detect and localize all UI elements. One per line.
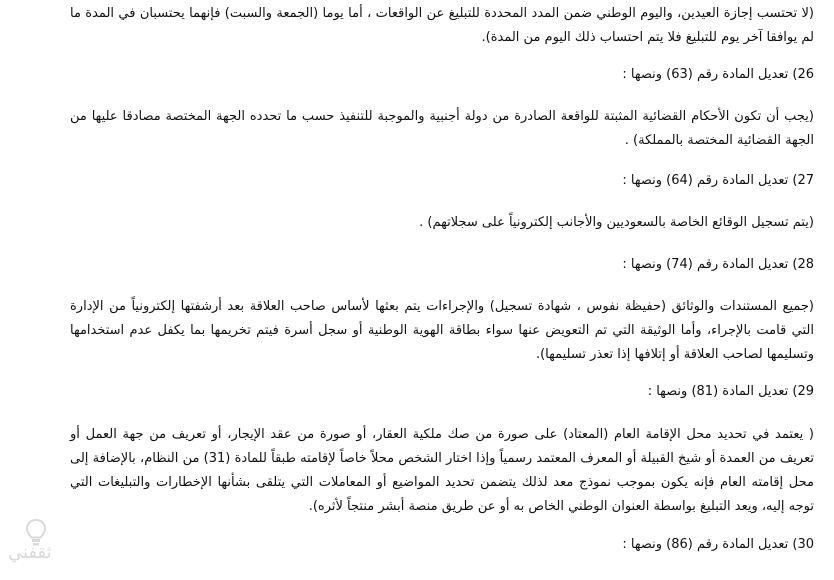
article-27-heading: 27) تعديل المادة رقم (64) ونصها : bbox=[622, 173, 814, 188]
article-28-heading: 28) تعديل المادة رقم (74) ونصها : bbox=[622, 257, 814, 272]
watermark-text: ثقفني bbox=[8, 542, 52, 563]
article-29-heading: 29) تعديل المادة (81) ونصها : bbox=[647, 384, 814, 399]
paragraph-body-1: (لا تحتسب إجازة العيدين، واليوم الوطني ضمن المدد المحددة للتبليغ عن الواقعات ، أما يوما (الجمعة والسبت) فإنهما يحتسبان في المدة ما لم يوافقا آخر يوم للتبليغ فلا يتم احتساب ذلك اليوم من المدة). bbox=[70, 6, 814, 45]
paragraph-article-63: (يجب أن تكون الأحكام القضائية المثبتة للواقعة الصادرة من دولة أجنبية والموجبة للتنفيذ حسب ما تحدده الجهة المختصة مصادقا عليها من الجهة القضائية المختصة بالمملكة) . bbox=[70, 109, 814, 148]
paragraph-article-64: (يتم تسجيل الوقائع الخاصة بالسعوديين والأجانب إلكترونياً على سجلاتهم) . bbox=[419, 215, 814, 230]
paragraph-article-81: ( يعتمد في تحديد محل الإقامة العام (المعتاد) على صورة من صك ملكية العقار، أو صورة من عقد الإيجار، أو تعريف من جهة العمل أو تعريف من العمدة أو شيخ القبيلة أو المعرف المعتمد رسمياً وإذا اختار الشخص محلاً خاصاً لإقامته طبقاً للمادة (31) من النظام، بالإضافة إلى محل إقامته العام فإنه يكون بموجب نموذج معد لذلك يتضمن تحديد المواضيع أو المعاملات التي يتلقى بشأنها الإخطارات والتبليغات التي توجه إليه، ويعد التبليغ بواسطة العنوان الوطني الخاص به أو عن طريق منصة أبشر منتجاً لأثره). bbox=[70, 427, 814, 514]
paragraph-article-74: (جميع المستندات والوثائق (حفيظة نفوس ، شهادة تسجيل) والإجراءات يتم بعثها لأساس صاحب العلاقة بعد أرشفتها إلكترونياً من الإدارة التي قامت بالإجراء، وأما الوثيقة التي تم التعويض عنها سواء بطاقة الهوية الوطنية أو سجل أسرة فيتم تخريمها بما يكفل عدم استخدامها وتسليمها لصاحب العلاقة أو إتلافها إذا تعذر تسليمها). bbox=[70, 299, 814, 362]
site-watermark bbox=[8, 518, 64, 578]
article-26-heading: 26) تعديل المادة رقم (63) ونصها : bbox=[622, 67, 814, 82]
article-30-heading: 30) تعديل المادة رقم (86) ونصها : bbox=[622, 537, 814, 552]
